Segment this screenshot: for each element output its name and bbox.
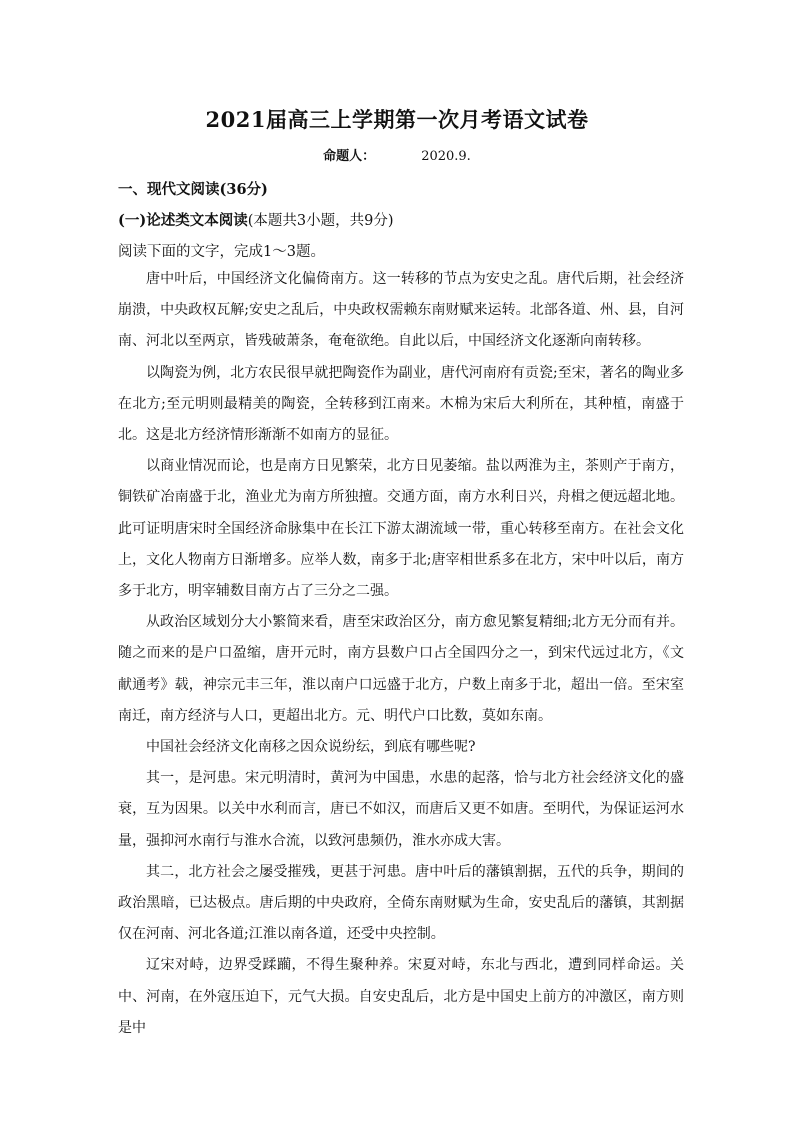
subsection-heading	[118, 209, 394, 230]
passage-paragraph: 中国社会经济文化南移之因众说纷纭，到底有哪些呢?	[146, 739, 476, 756]
passage-paragraph: 以商业情况而论，也是南方日见繁荣，北方日见萎缩。盐以两淮为主，茶则产于南方，铜铁矿冶南盛于北，渔业尤为南方所独擅。交通方面，南方水利日兴，舟楫之便远超北地。此可证明唐宋时全国经济命脉集中在长江下游太湖流域一带，重心转移至南方。在社会文化上，文化人物南方日渐增多。应举人数，南多于北;唐宰相世系多在北方，宋中叶以后，南方多于北方，明宰辅数目南方占了三分之二强。	[118, 458, 684, 600]
passage-paragraph: 以陶瓷为例，北方农民很早就把陶瓷作为副业，唐代河南府有贡瓷;至宋，著名的陶业多在北方;至元明则最精美的陶瓷，全转移到江南来。木棉为宋后大利所在，其种植，南盛于北。这是北方经济情形渐渐不如南方的显征。	[118, 364, 684, 444]
passage-paragraph: 辽宋对峙，边界受蹂躏，不得生聚种养。宋夏对峙，东北与西北，遭到同样命运。关中、河南，在外寇压迫下，元气大损。自安史乱后，北方是中国史上前方的冲激区，南方则是中	[118, 957, 684, 1036]
subsection-title: (一)论述类文本阅读	[118, 212, 248, 229]
author-label: 命题人：	[323, 149, 376, 164]
passage-paragraph: 其二，北方社会之屡受摧残，更甚于河患。唐中叶后的藩镇割据，五代的兵争，期间的政治黑暗，已达极点。唐后期的中央政府，全倚东南财赋为生命，安史乱后的藩镇，其割据仅在河南、河北各道;江淮以南各道，还受中央控制。	[118, 863, 684, 943]
reading-instruction: 阅读下面的文字，完成1～3题。	[118, 244, 325, 260]
reading-passage	[118, 264, 684, 1044]
subsection-note: (本题共3小题，共9分)	[247, 213, 394, 229]
passage-paragraph: 唐中叶后，中国经济文化偏倚南方。这一转移的节点为安史之乱。唐代后期，社会经济崩溃，中央政权瓦解;安史之乱后，中央政权需赖东南财赋来运转。北部各道、州、县，自河南、河北以至两京，皆残破萧条，奄奄欲绝。自此以后，中国经济文化逐渐向南转移。	[118, 271, 684, 350]
section-heading: 一、现代文阅读(36分)	[118, 181, 268, 198]
exam-title: 2021届高三上学期第一次月考语文试卷	[205, 107, 589, 132]
passage-paragraph: 其一，是河患。宋元明清时，黄河为中国患，水患的起落，恰与北方社会经济文化的盛衰，互为因果。以关中水利而言，唐已不如汉，而唐后又更不如唐。至明代，为保证运河水量，强抑河水南行与淮水合流，以致河患频仍，淮水亦成大害。	[118, 770, 684, 849]
exam-meta	[0, 145, 794, 164]
exam-date: 2020.9.	[421, 149, 471, 164]
passage-paragraph: 从政治区域划分大小繁简来看，唐至宋政治区分，南方愈见繁复精细;北方无分而有并。随之而来的是户口盈缩，唐开元时，南方县数户口占全国四分之一，到宋代远过北方，《文献通考》载，神宗元丰三年，淮以南户口远盛于北方，户数上南多于北，超出一倍。至宋室南迁，南方经济与人口，更超出北方。元、明代户口比数，莫如东南。	[118, 614, 684, 724]
